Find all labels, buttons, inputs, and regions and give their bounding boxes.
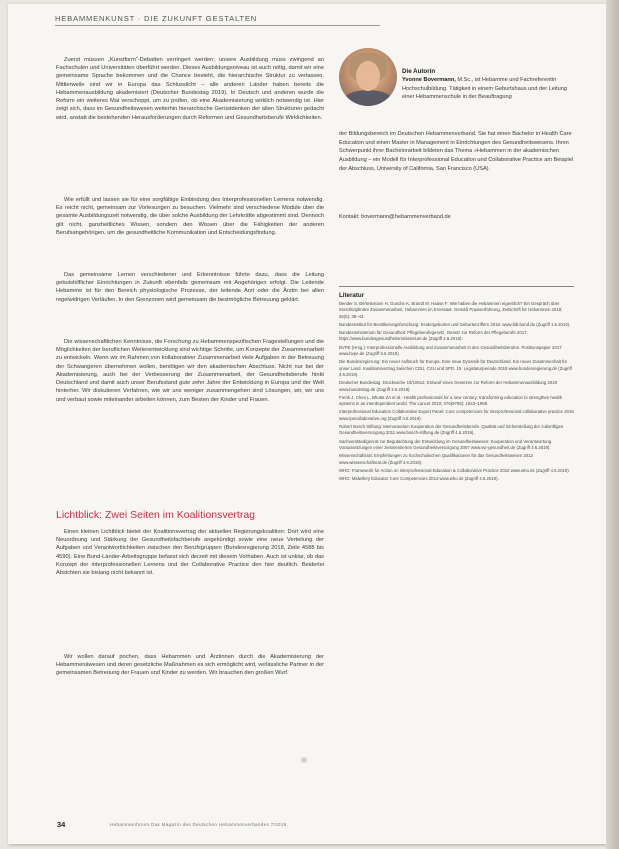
author-bio-continued: der Bildungsbereich im Deutschen Hebammenverband. Sie hat einen Bachelor in Health Care Education und einen Master in Management in Einrichtungen des Gesundheitswesens. Ihren Schwerpunkt ihrer Bachelorarbeit bildeten das Thema »Hebammen in der akademischen Ausbildung – ein Modell für Interprofessional Education und Collaborative Practice am Beispiel der Abschluss, University of California, San Francisco (USA). bbox=[339, 131, 574, 172]
author-name: Yvonne Bovermann, bbox=[402, 77, 456, 83]
footer-line: Hebammenforum Das Magazin des Deutschen Hebammenverbandes 7/2019 bbox=[110, 822, 287, 827]
author-label: Die Autorin bbox=[402, 68, 436, 75]
article-paragraph: Zuerst müssen „Kunstform“-Debatten verringert werden; unsere Ausbildung muss zwingend an Fachschulen und Universitäten überführt werden. Dieses Ausbildungsniveau ist auch nötig, damit wir eine gemeinsame Sprache bekommen und die Chance besteht, die hierarchische Struktur zu verlassen. Mittlerweile sind wir in Europa das Schlusslicht – alle anderen Länder haben bereits die Hebammenausbildung akademisiert (Deutscher Bundestag 2019). In Deutsch und anderen wurde die Reform ein weiteres Mal verschoppt, um zu prüfen, ob eine Akademisierung wirklich notwendig ist. Hier zeigt sich, dass im Gesundheitswesen weiterhin hierarchische Gerüstdenken der alten Strukturen gedacht wird, anstatt die bestehenden Herausforderungen durch Reformen und Gesundheitsberufe Wirklichkeiten. bbox=[56, 57, 324, 121]
literature-entry: Bender S, Bertelsmann H, Gusche K, Brandt M, Haase F: Wie haben die Hebammen eigentlich? Ein Gespräch über interdisziplinäre Zusammenarbeit. Hebammen im Kreissaal. Gemäß Praxiserfahrung, Zeitschrift für Hebammen 2018; 26(5): 38–43. bbox=[339, 301, 563, 319]
literature-entry: Die Bundesregierung: Ein neuer Aufbruch für Europa. Eine neue Dynamik für Deutschland. Ein neuer Zusammenhalt für unser Land. Koalitionsvertrag zwischen CDU, CSU und SPD. 19. Legislaturperiode 2018 www.bundesregierung.de (Zugriff 4.6.2019). bbox=[339, 359, 572, 377]
literature-entry: WHO: Framework for Action on Interprofessional Education & Collaborative Practice 2010 www.who.int (Zugriff 4.6.2019). bbox=[339, 467, 570, 473]
author-bio bbox=[402, 76, 574, 102]
author-email: Kontakt: bovermann@hebammenverband.de bbox=[339, 214, 451, 220]
page-mark bbox=[301, 757, 307, 763]
page-edge bbox=[606, 0, 619, 849]
article-paragraph: Die wissenschaftlichen Kenntnisse, die Forschung zu Hebammenspezifischen Fragestellungen und die Möglichkeiten der beruflichen Weiterentwicklung sind wichtige Schritte, um Konzepte der Zusammenarbeit zu entwickeln. Wenn wir im Rahmen von kollaborativer Zusammenarbeit viele Aufgaben in der Betreuung der Schwangeren übernehmen wollen, benötigen wir den akademischen Abschluss. Nicht nur bei der Akademisierung, auch bei der Verbesserung der Zusammenarbeit, der Gesundheitsberufe hinkt Deutschland und damit auch unser Berufsstand gute zehn Jahre der Entwicklung in Europa und der Welt hinterher. Wir diskutieren Verfahren, wie wir uns weniger zusammengehen sind Lösungen, wir, wir uns und verbaut sowie miteinander arbeiten können, zum Besten der Kinder und Frauen. bbox=[56, 339, 324, 403]
literature-entry: BVPE (Hrsg.): Interprofessionelle Ausbildung und Zusammenarbeit in den Gesundheitsberufen. Positionspapier 2017 www.bvpe.de (Zugriff 6.6.2019). bbox=[339, 344, 562, 357]
literature-entry: Frenk J, Chen L, Bhutta ZA et al.: Health professionals for a new century: transforming education to strengthen health systems in an interdependent world. The Lancet 2010; 376(9756): 1923–1958. bbox=[339, 394, 563, 407]
literature-entry: Sachverständigenrat zur Begutachtung der Entwicklung im Gesundheitswesen: Kooperation und Verantwortung. Voraussetzungen einer zielorientierten Gesundheitsversorgung 2007 www.svr-gesundheit.de (Zugriff 4.6.2019). bbox=[339, 438, 553, 450]
literature-entry: Bundesinstitut für Bevölkerungsforschung: Kindergeburten und Geburtenziffern 2018. www.bib.bund.de (Zugriff 1.6.2019). bbox=[339, 321, 571, 327]
literature-entry: Interprofessional Education Collaborative Expert Panel: Core competencies for interprofessional collaborative practice 2016 www.ipecollaborative.org (Zugriff 4.6.2019). bbox=[339, 409, 574, 421]
author-bio-text: M.Sc., ist Hebamme und Fachreferentin Hochschulbildung. Tätigkeit in einem Geburtshaus und der Leitung einer Hebammenschule in der Beauftragung bbox=[402, 77, 568, 101]
section-subheading: Lichtblick: Zwei Seiten im Koalitionsvertrag bbox=[56, 509, 255, 521]
literature-entry: WHO: Midwifery Educator Core Competencies 2013 www.who.int (Zugriff 4.6.2019). bbox=[339, 476, 499, 482]
author-box bbox=[339, 48, 574, 278]
article-paragraph: Das gemeinsame Lernen verschiedener und Erkenntnisse führte dazu, dass die Leitung gebutshilflicher Einrichtungen in Zukunft ebenfalls gemeinsam mit Angehörigen erfolgt. Die Leitende Hebamme ist für den Bereich physiologische Prozesse, der leitende Arzt oder die Ärztin bei allen regelwidrigen Verläufen. In den Grenzonen wird gemeinsam die bestmögliche Betreuung geklärt. bbox=[56, 272, 324, 303]
literature-title: Literatur bbox=[339, 292, 365, 299]
page-number: 34 bbox=[57, 820, 66, 829]
article-column bbox=[56, 56, 324, 756]
running-head-rule bbox=[55, 25, 380, 26]
literature-entry: Bundesministerium für Gesundheit: Pflegeberufegesetz, Gesetz zur Reform der Pflegeberufe 2017. https://www.bundesgesundheitsministerium.de (Zugriff 4.6.2019). bbox=[339, 330, 528, 342]
article-paragraph: Wir wollen darauf pochen, dass Hebammen und Ärztinnen durch die Akademisierung der Hebammenäwesen und deren gesetzliche Maßnahmen es sich ermöglicht wird, verlässliche Partner in der gemeinsamen Betreuung der Frauen und Kinder zu werden. Wir brauchen den großen Wurf. bbox=[56, 654, 324, 677]
article-paragraph: Einen kleinen Lichtblick bietet der Koalitionsvertrag der aktuellen Regierungskoalition: Dort wird eine Neuordnung und Stärkung der Gesundheitsfachberufe angekündigt sowie eine neue Verteilung der Aufgaben und Verantwortlichkeiten zwischen den Berufsgruppen (Bundesregierung 2018, Zeile 4588 bis 4590). Eine Bund-Länder-Arbeitsgruppe befasst sich derzeit mit diesem Vorhaben. Auch ist unklar, ob das Konzept der interprofessionellen Lernens und der Collaborative Practice den hier deutlich. Beiderlei Absichten sie bislang nicht bekannt ist. bbox=[56, 529, 324, 577]
literature-box bbox=[339, 286, 574, 734]
literature-entry: Deutscher Bundestag: Drucksache 19/10612, Entwurf eines Gesetzes zur Reform der Hebammenausbildung 2019 www.bundestag.de (Zugriff 4.6.2019). bbox=[339, 380, 558, 392]
literature-entry: Robert Bosch Stiftung: Memorandum Kooperation der Gesundheitsberufe. Qualität und Sicherstellung der zukünftigen Gesundheitsversorgung 2011 www.bosch-stiftung.de (Zugriff 4.6.2019). bbox=[339, 424, 564, 436]
running-head: HEBAMMENKUNST · DIE ZUKUNFT GESTALTEN bbox=[55, 14, 258, 23]
article-paragraph: Wie erfüllt und lassen sie für eine sorgfältige Einbindung des Interprofessionellen Lernens notwendig. Es reicht nicht, gemeinsam zur Vorlesungen zu besuchen. Vielmehr sind verschiedene Module über die gesamte Ausbildungszeit notwendig, die über solche Ausbildung der Lehrkräfte abgestimmt sind. Dennoch gilt nicht, ganzheitliches Wissen, sondern den Wissen über die Fähigkeiten der anderen Berufsangehörigen, um die gesundheitliche Kommunikation und Entscheidungsfindung. bbox=[56, 197, 324, 236]
literature-entry: Wissenschaftsrat: Empfehlungen zu hochschulischen Qualifikationen für das Gesundheitswesen 2012 www.wissenschaftsrat.de (Zugriff 4.6.2019). bbox=[339, 453, 533, 465]
author-photo bbox=[339, 48, 397, 106]
